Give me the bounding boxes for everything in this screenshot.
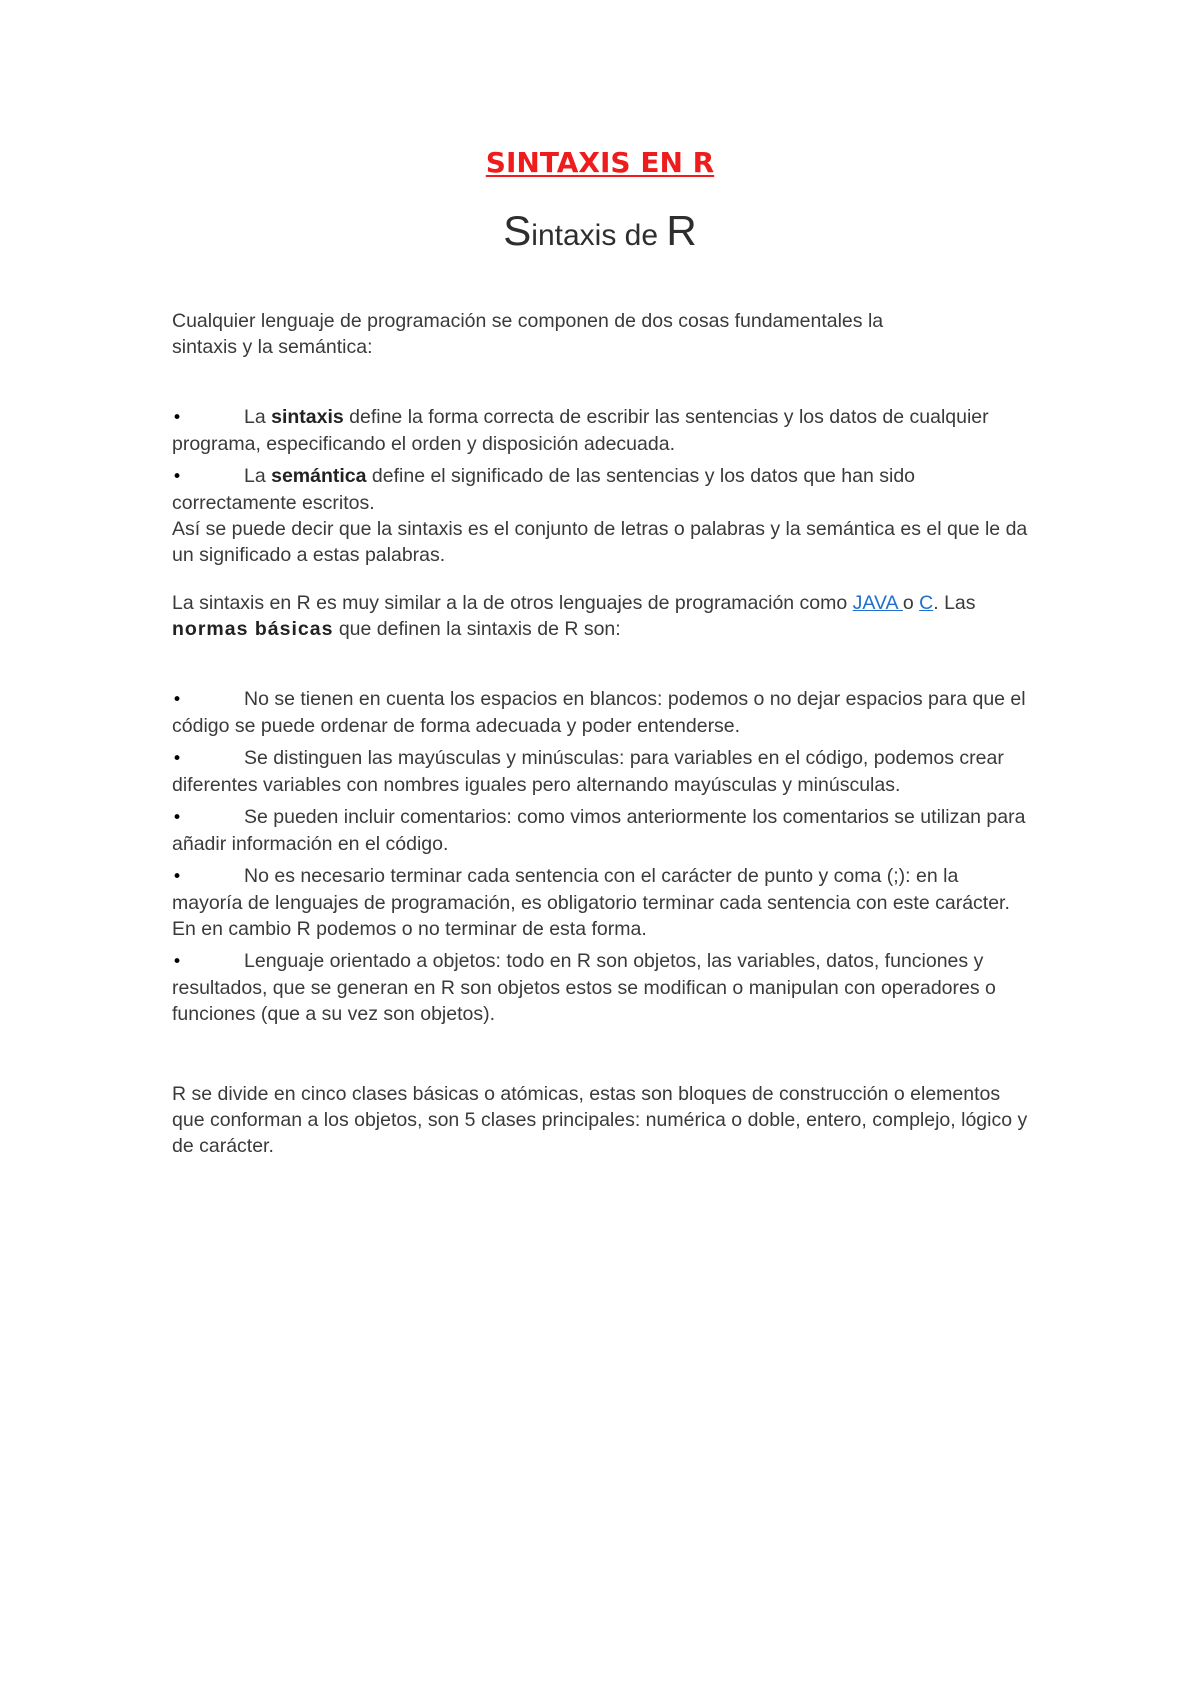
bullet-icon: • (172, 467, 183, 487)
syntax-intro-text-3: . Las (933, 592, 976, 614)
definition-item-syntax (172, 404, 1032, 457)
basic-rules-term: normas básicas (172, 618, 334, 640)
c-link[interactable]: C (919, 592, 934, 614)
bullet-icon: • (172, 408, 183, 428)
intro-line-1: Cualquier lenguaje de programación se componen de dos cosas fundamentales la (172, 310, 884, 332)
summary-paragraph: Así se puede decir que la sintaxis es el conjunto de letras o palabras y la semántica es el que le da un significado a estas palabras. (172, 518, 1028, 566)
bullet-icon: • (172, 690, 183, 710)
subtitle-first-letter: S (503, 207, 532, 254)
intro-line-2: sintaxis y la semántica: (172, 336, 373, 358)
closing-paragraph: R se divide en cinco clases básicas o atómicas, estas son bloques de construcción o elementos que conforman a los objetos, son 5 clases principales: numérica o doble, entero, complejo, lógico y de carácter. (172, 1083, 1028, 1157)
document-title: SINTAXIS EN R (485, 146, 715, 179)
document-body (172, 308, 1032, 1159)
rule-text: No es necesario terminar cada sentencia con el carácter de punto y coma (;): en la mayoría de lenguajes de programación, es obligatorio terminar cada sentencia con este carácter. En en cambio R podemos o no terminar de esta forma. (172, 865, 1010, 940)
subtitle-last-letter: R (666, 207, 697, 254)
rule-text: Lenguaje orientado a objetos: todo en R son objetos, las variables, datos, funciones y resultados, que se generan en R son objetos estos se modifican o manipulan con operadores o funciones (que a su vez son objetos). (172, 950, 996, 1025)
rule-item (172, 686, 1032, 739)
definition-text: define el significado de las sentencias y los datos que han sido correctamente escritos. (172, 465, 916, 514)
syntax-intro-paragraph (172, 590, 1032, 642)
bullet-icon: • (172, 867, 183, 887)
definition-term: semántica (271, 465, 367, 487)
intro-paragraph (172, 308, 1032, 360)
bullet-icon: • (172, 808, 183, 828)
rule-text: Se distinguen las mayúsculas y minúsculas: para variables en el código, podemos crear diferentes variables con nombres iguales pero alternando mayúsculas y minúsculas. (172, 747, 1004, 796)
syntax-intro-text-1: La sintaxis en R es muy similar a la de otros lenguajes de programación como (172, 592, 853, 614)
rule-text: Se pueden incluir comentarios: como vimos anteriormente los comentarios se utilizan para añadir información en el código. (172, 806, 1026, 855)
bullet-icon: • (172, 952, 183, 972)
rule-item (172, 863, 1032, 942)
bullet-icon: • (172, 749, 183, 769)
definition-item-semantics (172, 463, 1032, 516)
rule-item (172, 804, 1032, 857)
syntax-intro-text-2: o (902, 592, 920, 614)
document-subtitle (0, 207, 1200, 254)
subtitle-middle: intaxis de (531, 219, 667, 252)
definition-prefix: La (244, 465, 272, 487)
definition-text: define la forma correcta de escribir las sentencias y los datos de cualquier programa, especificando el orden y disposición adecuada. (172, 406, 989, 455)
syntax-intro-text-4: que definen la sintaxis de R son: (333, 618, 621, 640)
rule-text: No se tienen en cuenta los espacios en blancos: podemos o no dejar espacios para que el código se puede ordenar de forma adecuada y poder entenderse. (172, 688, 1026, 737)
rule-item (172, 948, 1032, 1027)
definition-term: sintaxis (271, 406, 344, 428)
definition-prefix: La (244, 406, 272, 428)
java-link[interactable]: JAVA (852, 592, 903, 614)
rule-item (172, 745, 1032, 798)
